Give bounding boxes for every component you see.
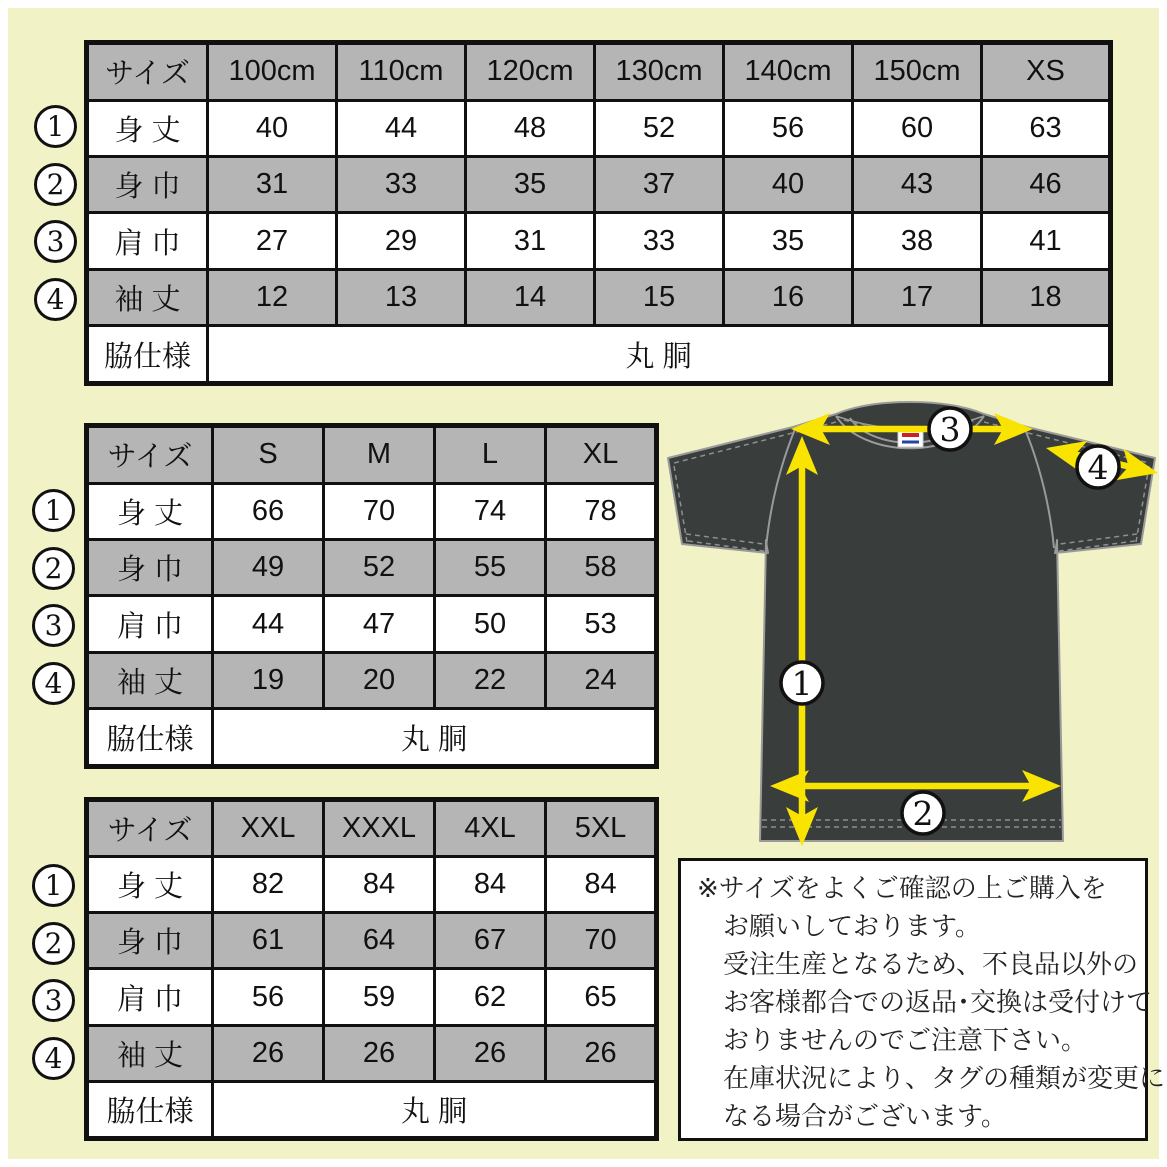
size-table-big <box>84 797 659 1141</box>
row-marker-3: 3 <box>32 979 75 1022</box>
row-marker-1: 1 <box>32 864 75 907</box>
row-marker-3: 3 <box>34 220 77 263</box>
table-row <box>87 540 657 596</box>
row-marker-4: 4 <box>32 1037 75 1080</box>
table-row <box>87 100 1111 156</box>
value-cell: 52 <box>595 100 724 156</box>
row-marker-1: 1 <box>32 489 75 532</box>
value-cell: 26 <box>546 1025 657 1081</box>
row-label: 袖 丈 <box>87 1025 213 1081</box>
row-label: 肩 巾 <box>87 596 213 652</box>
value-cell: 56 <box>724 100 853 156</box>
value-cell: 67 <box>435 913 546 969</box>
value-cell: 14 <box>466 269 595 325</box>
value-cell: 55 <box>435 540 546 596</box>
value-cell: 38 <box>853 213 982 269</box>
value-cell: 59 <box>324 969 435 1025</box>
value-cell: 84 <box>435 857 546 913</box>
row-marker-4: 4 <box>34 278 77 321</box>
value-cell: 41 <box>982 213 1111 269</box>
table-row <box>87 483 657 539</box>
header-cell: XXL <box>213 800 324 857</box>
value-cell: 35 <box>466 157 595 213</box>
badge-3: 3 <box>939 410 961 449</box>
size-table-adult <box>84 423 659 769</box>
value-cell: 82 <box>213 857 324 913</box>
header-cell: 4XL <box>435 800 546 857</box>
header-cell: XXXL <box>324 800 435 857</box>
footer-value-cell: 丸 胴 <box>213 709 657 767</box>
value-cell: 33 <box>337 157 466 213</box>
value-cell: 49 <box>213 540 324 596</box>
tshirt-measurement-diagram <box>658 396 1165 856</box>
row-label: 身 丈 <box>87 483 213 539</box>
value-cell: 31 <box>208 157 337 213</box>
row-label: 身 丈 <box>87 100 208 156</box>
row-marker-2: 2 <box>34 163 77 206</box>
row-label: 身 丈 <box>87 857 213 913</box>
header-cell: 120cm <box>466 43 595 101</box>
header-cell: L <box>435 426 546 484</box>
row-label: 身 巾 <box>87 540 213 596</box>
value-cell: 15 <box>595 269 724 325</box>
value-cell: 18 <box>982 269 1111 325</box>
value-cell: 19 <box>213 652 324 708</box>
value-cell: 24 <box>546 652 657 708</box>
table-row <box>87 596 657 652</box>
footer-value-cell: 丸 胴 <box>213 1081 657 1138</box>
header-cell: 5XL <box>546 800 657 857</box>
note-line: なる場合がございます。 <box>723 1101 1007 1131</box>
value-cell: 78 <box>546 483 657 539</box>
table-row <box>87 213 1111 269</box>
value-cell: 60 <box>853 100 982 156</box>
table-header-row <box>87 426 657 484</box>
value-cell: 74 <box>435 483 546 539</box>
value-cell: 20 <box>324 652 435 708</box>
header-cell: サイズ <box>87 426 213 484</box>
value-cell: 63 <box>982 100 1111 156</box>
header-cell: サイズ <box>87 800 213 857</box>
table-header-row <box>87 800 657 857</box>
table-row <box>87 969 657 1025</box>
value-cell: 26 <box>213 1025 324 1081</box>
value-cell: 35 <box>724 213 853 269</box>
purchase-notes-box <box>678 858 1166 1141</box>
value-cell: 61 <box>213 913 324 969</box>
table-row <box>87 913 657 969</box>
row-label: 肩 巾 <box>87 213 208 269</box>
value-cell: 53 <box>546 596 657 652</box>
badge-2: 2 <box>912 794 934 833</box>
value-cell: 29 <box>337 213 466 269</box>
header-cell: XS <box>982 43 1111 101</box>
note-line: お客様都合での返品･交換は受付けて <box>723 987 1153 1017</box>
value-cell: 52 <box>324 540 435 596</box>
footer-value-cell: 丸 胴 <box>208 326 1111 384</box>
header-cell: S <box>213 426 324 484</box>
value-cell: 64 <box>324 913 435 969</box>
row-label: 身 巾 <box>87 157 208 213</box>
value-cell: 84 <box>546 857 657 913</box>
note-line: お願いしております。 <box>723 911 981 941</box>
value-cell: 62 <box>435 969 546 1025</box>
table-row <box>87 1025 657 1081</box>
table-row <box>87 857 657 913</box>
value-cell: 56 <box>213 969 324 1025</box>
row-marker-1: 1 <box>34 105 77 148</box>
size-table-kids <box>84 40 1113 386</box>
header-cell: サイズ <box>87 43 208 101</box>
value-cell: 12 <box>208 269 337 325</box>
value-cell: 58 <box>546 540 657 596</box>
value-cell: 70 <box>324 483 435 539</box>
note-line: 受注生産となるため、不良品以外の <box>723 949 1138 979</box>
value-cell: 37 <box>595 157 724 213</box>
value-cell: 50 <box>435 596 546 652</box>
row-label: 脇仕様 <box>87 709 213 767</box>
note-line: 在庫状況により、タグの種類が変更に <box>723 1063 1166 1093</box>
header-cell: 140cm <box>724 43 853 101</box>
value-cell: 26 <box>435 1025 546 1081</box>
value-cell: 27 <box>208 213 337 269</box>
value-cell: 22 <box>435 652 546 708</box>
value-cell: 66 <box>213 483 324 539</box>
row-label: 身 巾 <box>87 913 213 969</box>
value-cell: 13 <box>337 269 466 325</box>
badge-4: 4 <box>1087 448 1109 487</box>
value-cell: 65 <box>546 969 657 1025</box>
row-marker-2: 2 <box>32 547 75 590</box>
header-cell: M <box>324 426 435 484</box>
header-cell: 110cm <box>337 43 466 101</box>
value-cell: 40 <box>724 157 853 213</box>
value-cell: 26 <box>324 1025 435 1081</box>
header-cell: XL <box>546 426 657 484</box>
table-header-row <box>87 43 1111 101</box>
row-marker-3: 3 <box>32 604 75 647</box>
header-cell: 130cm <box>595 43 724 101</box>
table-row <box>87 269 1111 325</box>
row-label: 脇仕様 <box>87 326 208 384</box>
value-cell: 17 <box>853 269 982 325</box>
value-cell: 48 <box>466 100 595 156</box>
value-cell: 47 <box>324 596 435 652</box>
value-cell: 43 <box>853 157 982 213</box>
table-row <box>87 652 657 708</box>
value-cell: 46 <box>982 157 1111 213</box>
row-marker-4: 4 <box>32 662 75 705</box>
value-cell: 31 <box>466 213 595 269</box>
value-cell: 44 <box>213 596 324 652</box>
row-label: 袖 丈 <box>87 269 208 325</box>
value-cell: 40 <box>208 100 337 156</box>
value-cell: 16 <box>724 269 853 325</box>
row-label: 肩 巾 <box>87 969 213 1025</box>
table-footer-row <box>87 326 1111 384</box>
value-cell: 84 <box>324 857 435 913</box>
note-line: おりませんのでご注意下さい。 <box>723 1025 1088 1055</box>
value-cell: 33 <box>595 213 724 269</box>
value-cell: 70 <box>546 913 657 969</box>
table-row <box>87 157 1111 213</box>
header-cell: 100cm <box>208 43 337 101</box>
table-footer-row <box>87 1081 657 1138</box>
value-cell: 44 <box>337 100 466 156</box>
row-label: 脇仕様 <box>87 1081 213 1138</box>
row-label: 袖 丈 <box>87 652 213 708</box>
note-line: ※サイズをよくご確認の上ご購入を <box>697 873 1107 903</box>
badge-1: 1 <box>791 664 813 703</box>
header-cell: 150cm <box>853 43 982 101</box>
row-marker-2: 2 <box>32 922 75 965</box>
table-footer-row <box>87 709 657 767</box>
